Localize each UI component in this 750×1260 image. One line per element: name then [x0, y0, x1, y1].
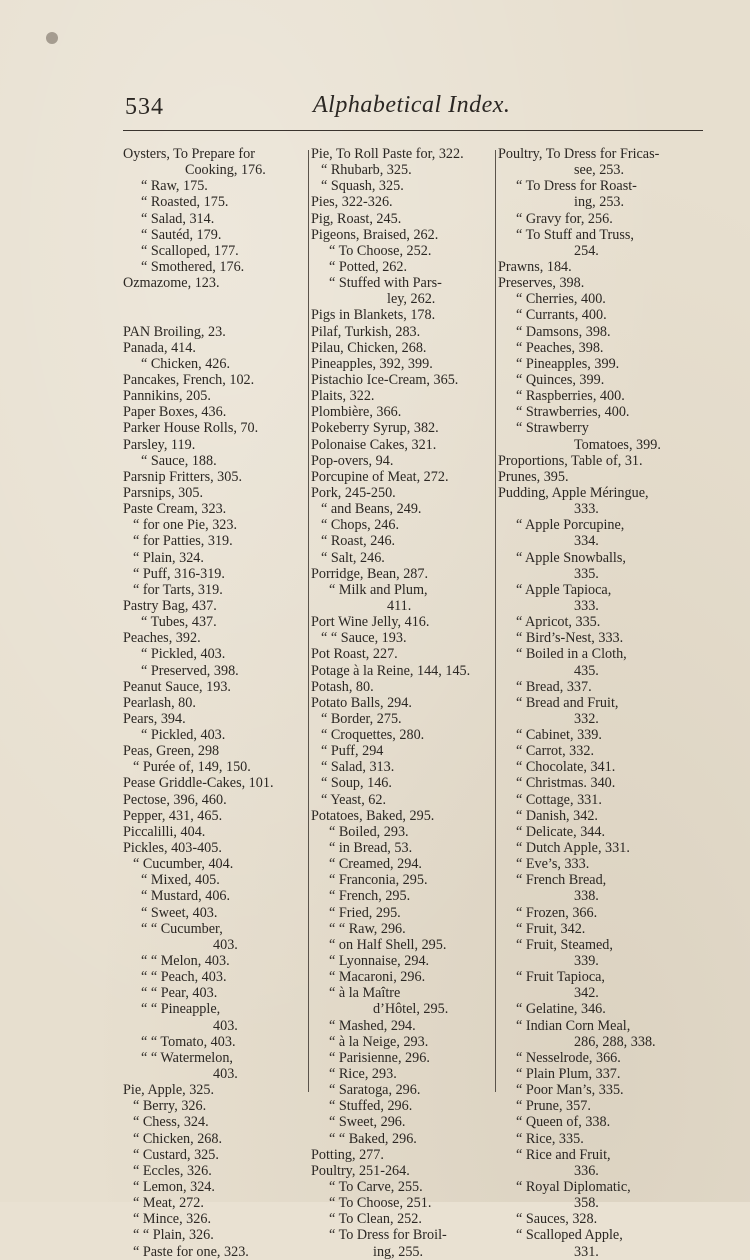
index-entry: “ and Beans, 249. [321, 501, 422, 518]
index-entry: “ Yeast, 62. [321, 791, 387, 808]
index-entry: “ Rice, 293. [329, 1066, 397, 1083]
index-entry: “ Lyonnaise, 294. [329, 953, 430, 970]
index-entry: Pistachio Ice-Cream, 365. [311, 371, 459, 388]
index-entry: “ Chops, 246. [321, 517, 400, 534]
index-entry: “ Sauces, 328. [516, 1211, 598, 1228]
index-entry: Pig, Roast, 245. [311, 210, 402, 227]
index-entry: “ Sautéd, 179. [141, 226, 222, 243]
index-entry: Poultry, To Dress for Fricas- [498, 146, 660, 162]
index-entry: 335. [574, 565, 599, 582]
index-entry: “ Currants, 400. [516, 307, 607, 324]
index-entry: Paste Cream, 323. [123, 501, 227, 518]
index-entry: “ Cabinet, 339. [516, 727, 602, 744]
page-header [123, 92, 703, 128]
index-entry: Pudding, Apple Méringue, [498, 484, 649, 501]
index-entry: “ “ Tomato, 403. [141, 1033, 236, 1050]
index-entry: “ “ Sauce, 193. [321, 630, 407, 647]
index-entry: Potting, 277. [311, 1146, 384, 1163]
index-entry: “ Bird’s-Nest, 333. [516, 630, 624, 647]
index-entry: Pickles, 403-405. [123, 840, 222, 857]
index-entry: “ Fruit, 342. [516, 920, 586, 937]
index-entry: “ Chess, 324. [133, 1114, 209, 1131]
index-entry: “ “ Watermelon, [141, 1049, 233, 1066]
index-entry: Prawns, 184. [498, 258, 572, 275]
header-rule [123, 130, 703, 131]
index-entry: “ Lemon, 324. [133, 1179, 215, 1195]
index-entry: Pease Griddle-Cakes, 101. [123, 775, 274, 792]
index-entry: “ Pickled, 403. [141, 727, 226, 744]
index-entry: “ Preserved, 398. [141, 662, 239, 679]
index-entry: Pie, To Roll Paste for, 322. [311, 146, 464, 162]
index-entry: “ Strawberry [516, 420, 589, 437]
index-entry: “ Scalloped, 177. [141, 242, 239, 259]
index-entry: 286, 288, 338. [574, 1033, 656, 1050]
index-entry: “ Sweet, 403. [141, 904, 218, 921]
index-entry: “ Smothered, 176. [141, 258, 245, 275]
index-entry: Pepper, 431, 465. [123, 807, 223, 824]
index-entry [123, 307, 305, 323]
index-entry: Pastry Bag, 437. [123, 597, 217, 614]
column-divider [495, 150, 496, 1092]
index-entry: Proportions, Table of, 31. [498, 452, 643, 469]
ink-spot [46, 32, 58, 44]
index-entry: “ “ Pineapple, [141, 1001, 221, 1018]
index-entry: Oysters, To Prepare for [123, 146, 255, 162]
index-entry: Port Wine Jelly, 416. [311, 614, 430, 631]
index-entry: Parker House Rolls, 70. [123, 420, 259, 437]
index-column-2 [311, 146, 495, 1260]
index-entry: “ Frozen, 366. [516, 904, 598, 921]
index-entry: Porcupine of Meat, 272. [311, 468, 449, 485]
index-entry: Porridge, Bean, 287. [311, 565, 429, 582]
index-entry: 333. [574, 501, 599, 518]
index-entry: “ To Stuff and Truss, [516, 226, 634, 243]
index-entry: “ Salad, 313. [321, 759, 395, 776]
index-entry: “ Cucumber, 404. [133, 856, 234, 873]
index-entry: “ Fruit Tapioca, [516, 969, 605, 986]
index-entry: “ Apple Tapioca, [516, 581, 612, 598]
index-entry: “ Parisienne, 296. [329, 1049, 430, 1066]
index-entry: Potash, 80. [311, 678, 374, 695]
index-entry: “ Mixed, 405. [141, 872, 220, 889]
index-entry: “ Creamed, 294. [329, 856, 422, 873]
index-entry: “ Rhubarb, 325. [321, 162, 412, 179]
index-entry: “ Salad, 314. [141, 210, 215, 227]
index-entry: “ Meat, 272. [133, 1195, 204, 1212]
index-entry: “ “ Melon, 403. [141, 953, 230, 970]
index-entry: “ Damsons, 398. [516, 323, 611, 340]
index-entry: “ Peaches, 398. [516, 339, 604, 356]
index-entry: “ Squash, 325. [321, 178, 404, 195]
index-entry: 333. [574, 597, 599, 614]
index-entry: “ Mince, 326. [133, 1211, 212, 1228]
index-entry: “ Macaroni, 296. [329, 969, 426, 986]
index-entry: “ Potted, 262. [329, 258, 408, 275]
index-entry: 331. [574, 1243, 599, 1260]
index-entry: “ à la Maître [329, 985, 401, 1002]
index-entry: “ Cherries, 400. [516, 291, 606, 308]
index-column-3 [498, 146, 708, 1260]
index-entry: “ “ Pear, 403. [141, 985, 218, 1002]
index-entry: “ Roasted, 175. [141, 194, 229, 211]
index-entry: “ Chicken, 426. [141, 355, 231, 372]
index-entry: “ Border, 275. [321, 710, 402, 727]
index-entry: Poultry, 251-264. [311, 1162, 410, 1179]
index-entry: 358. [574, 1195, 599, 1212]
index-entry: Pop-overs, 94. [311, 452, 394, 469]
index-entry: Potage à la Reine, 144, 145. [311, 662, 471, 679]
index-entry: “ Croquettes, 280. [321, 727, 425, 744]
index-entry: “ Apricot, 335. [516, 614, 601, 631]
index-entry: “ Chocolate, 341. [516, 759, 616, 776]
running-head: Alphabetical Index. [313, 92, 511, 118]
index-entry: “ Christmas. 340. [516, 775, 616, 792]
index-entry: Peas, Green, 298 [123, 743, 220, 760]
index-entry: “ “ Raw, 296. [329, 920, 406, 937]
index-entry: “ à la Neige, 293. [329, 1033, 429, 1050]
index-entry: Paper Boxes, 436. [123, 404, 227, 421]
index-entry: “ To Carve, 255. [329, 1179, 423, 1195]
index-entry: “ French Bread, [516, 872, 607, 889]
index-entry: “ Plain, 324. [133, 549, 204, 566]
index-entry: 403. [213, 936, 238, 953]
index-entry: “ Quinces, 399. [516, 371, 605, 388]
index-entry: Panada, 414. [123, 339, 196, 356]
index-entry: Pigeons, Braised, 262. [311, 226, 439, 243]
index-entry: “ “ Plain, 326. [133, 1227, 214, 1244]
index-entry: “ Mashed, 294. [329, 1017, 416, 1034]
index-entry: see, 253. [574, 162, 625, 179]
index-entry: “ Salt, 246. [321, 549, 385, 566]
index-entry: “ To Choose, 251. [329, 1195, 432, 1212]
index-entry: “ Franconia, 295. [329, 872, 428, 889]
index-entry: Pannikins, 205. [123, 388, 211, 405]
index-entry: “ Bread and Fruit, [516, 694, 619, 711]
index-entry: “ Dutch Apple, 331. [516, 840, 630, 857]
index-entry: ley, 262. [387, 291, 436, 308]
index-entry: “ Gravy for, 256. [516, 210, 613, 227]
index-entry: Pies, 322-326. [311, 194, 393, 211]
index-entry: Pokeberry Syrup, 382. [311, 420, 439, 437]
index-entry: “ Tubes, 437. [141, 614, 217, 631]
index-entry: “ Gelatine, 346. [516, 1001, 606, 1018]
index-entry: Parsley, 119. [123, 436, 196, 453]
index-entry: “ Sauce, 188. [141, 452, 217, 469]
index-entry: Pears, 394. [123, 710, 186, 727]
index-entry: PAN Broiling, 23. [123, 323, 226, 340]
index-entry: “ Soup, 146. [321, 775, 392, 792]
index-entry: “ Danish, 342. [516, 807, 598, 824]
index-entry: Peaches, 392. [123, 630, 201, 647]
index-entry: Pineapples, 392, 399. [311, 355, 433, 372]
index-entry: “ Saratoga, 296. [329, 1082, 421, 1099]
index-entry: “ Stuffed, 296. [329, 1098, 413, 1115]
index-entry: 435. [574, 662, 599, 679]
index-entry: Potatoes, Baked, 295. [311, 807, 435, 824]
index-entry: “ Cottage, 331. [516, 791, 602, 808]
index-entry: “ Poor Man’s, 335. [516, 1082, 624, 1099]
index-entry: “ “ Peach, 403. [141, 969, 227, 986]
index-entry: Pancakes, French, 102. [123, 371, 255, 388]
index-entry: “ Milk and Plum, [329, 581, 428, 598]
index-entry: “ Prune, 357. [516, 1098, 591, 1115]
index-entry: “ French, 295. [329, 888, 411, 905]
index-entry: ing, 255. [373, 1243, 424, 1260]
index-entry: “ for Patties, 319. [133, 533, 233, 550]
index-entry: “ Delicate, 344. [516, 823, 606, 840]
index-entry: “ on Half Shell, 295. [329, 936, 447, 953]
index-entry: Ozmazome, 123. [123, 275, 220, 292]
index-entry: “ To Clean, 252. [329, 1211, 422, 1228]
index-entry: “ Pineapples, 399. [516, 355, 620, 372]
index-entry: Plaits, 322. [311, 388, 375, 405]
index-entry: Pectose, 396, 460. [123, 791, 227, 808]
index-entry: “ in Bread, 53. [329, 840, 413, 857]
index-entry: “ Strawberries, 400. [516, 404, 630, 421]
index-entry: Pie, Apple, 325. [123, 1082, 215, 1099]
index-entry: 403. [213, 1066, 238, 1083]
index-entry: “ To Dress for Roast- [516, 178, 637, 195]
index-entry: “ Carrot, 332. [516, 743, 595, 760]
index-entry: 254. [574, 242, 599, 259]
index-entry: 411. [387, 597, 412, 614]
index-entry: “ Plain Plum, 337. [516, 1066, 621, 1083]
index-entry: “ Boiled, 293. [329, 823, 409, 840]
index-entry: “ Royal Diplomatic, [516, 1179, 631, 1195]
index-entry: Pigs in Blankets, 178. [311, 307, 436, 324]
index-entry: Pearlash, 80. [123, 694, 196, 711]
index-entry: “ Raw, 175. [141, 178, 208, 195]
index-entry: Preserves, 398. [498, 275, 585, 292]
index-entry: “ Purée of, 149, 150. [133, 759, 251, 776]
index-entry: “ Nesselrode, 366. [516, 1049, 621, 1066]
index-entry: “ Puff, 294 [321, 743, 384, 760]
index-entry: “ Apple Snowballs, [516, 549, 626, 566]
index-entry: “ Paste for one, 323. [133, 1243, 249, 1260]
index-entry: “ Apple Porcupine, [516, 517, 625, 534]
index-entry: Prunes, 395. [498, 468, 569, 485]
index-entry: Tomatoes, 399. [574, 436, 661, 453]
index-entry: “ Custard, 325. [133, 1146, 219, 1163]
index-entry: ing, 253. [574, 194, 625, 211]
index-entry: 336. [574, 1162, 599, 1179]
index-entry: “ Bread, 337. [516, 678, 592, 695]
index-entry [123, 291, 305, 307]
index-entry: “ Sweet, 296. [329, 1114, 406, 1131]
index-entry: “ Chicken, 268. [133, 1130, 223, 1147]
index-entry: d’Hôtel, 295. [373, 1001, 449, 1018]
column-divider [308, 150, 309, 1092]
index-entry: “ Boiled in a Cloth, [516, 646, 627, 663]
index-entry: Plombière, 366. [311, 404, 402, 421]
index-entry: “ To Choose, 252. [329, 242, 432, 259]
index-entry: Parsnips, 305. [123, 484, 204, 501]
index-entry: “ Roast, 246. [321, 533, 396, 550]
index-entry: “ Eve’s, 333. [516, 856, 590, 873]
index-entry: “ Pickled, 403. [141, 646, 226, 663]
index-entry: “ Fried, 295. [329, 904, 401, 921]
index-entry: “ Indian Corn Meal, [516, 1017, 631, 1034]
index-entry: Pork, 245-250. [311, 484, 396, 501]
index-entry: Potato Balls, 294. [311, 694, 412, 711]
index-entry: Peanut Sauce, 193. [123, 678, 231, 695]
index-entry: “ “ Baked, 296. [329, 1130, 417, 1147]
index-entry: Parsnip Fritters, 305. [123, 468, 243, 485]
index-entry: Cooking, 176. [185, 162, 266, 179]
index-entry: “ for Tarts, 319. [133, 581, 223, 598]
index-entry: “ Rice, 335. [516, 1130, 584, 1147]
index-entry: Pilau, Chicken, 268. [311, 339, 427, 356]
index-entry: “ Queen of, 338. [516, 1114, 611, 1131]
index-entry: Polonaise Cakes, 321. [311, 436, 437, 453]
index-entry: “ Mustard, 406. [141, 888, 231, 905]
index-entry: 403. [213, 1017, 238, 1034]
index-entry: “ Stuffed with Pars- [329, 275, 442, 292]
index-entry: “ Berry, 326. [133, 1098, 207, 1115]
index-entry: 339. [574, 953, 599, 970]
index-entry: “ Scalloped Apple, [516, 1227, 623, 1244]
page-number: 534 [125, 94, 164, 120]
index-entry: “ for one Pie, 323. [133, 517, 238, 534]
index-entry: “ To Dress for Broil- [329, 1227, 447, 1244]
index-entry: Pilaf, Turkish, 283. [311, 323, 421, 340]
index-entry: “ Rice and Fruit, [516, 1146, 611, 1163]
index-entry: Piccalilli, 404. [123, 823, 206, 840]
index-entry: Pot Roast, 227. [311, 646, 398, 663]
index-entry: “ “ Cucumber, [141, 920, 223, 937]
index-entry: “ Eccles, 326. [133, 1162, 212, 1179]
index-column-1 [123, 146, 305, 1260]
index-entry: 338. [574, 888, 599, 905]
index-entry: “ Raspberries, 400. [516, 388, 625, 405]
index-entry: “ Puff, 316-319. [133, 565, 225, 582]
index-entry: 342. [574, 985, 599, 1002]
index-entry: 334. [574, 533, 599, 550]
index-entry: “ Fruit, Steamed, [516, 936, 613, 953]
index-entry: 332. [574, 710, 599, 727]
